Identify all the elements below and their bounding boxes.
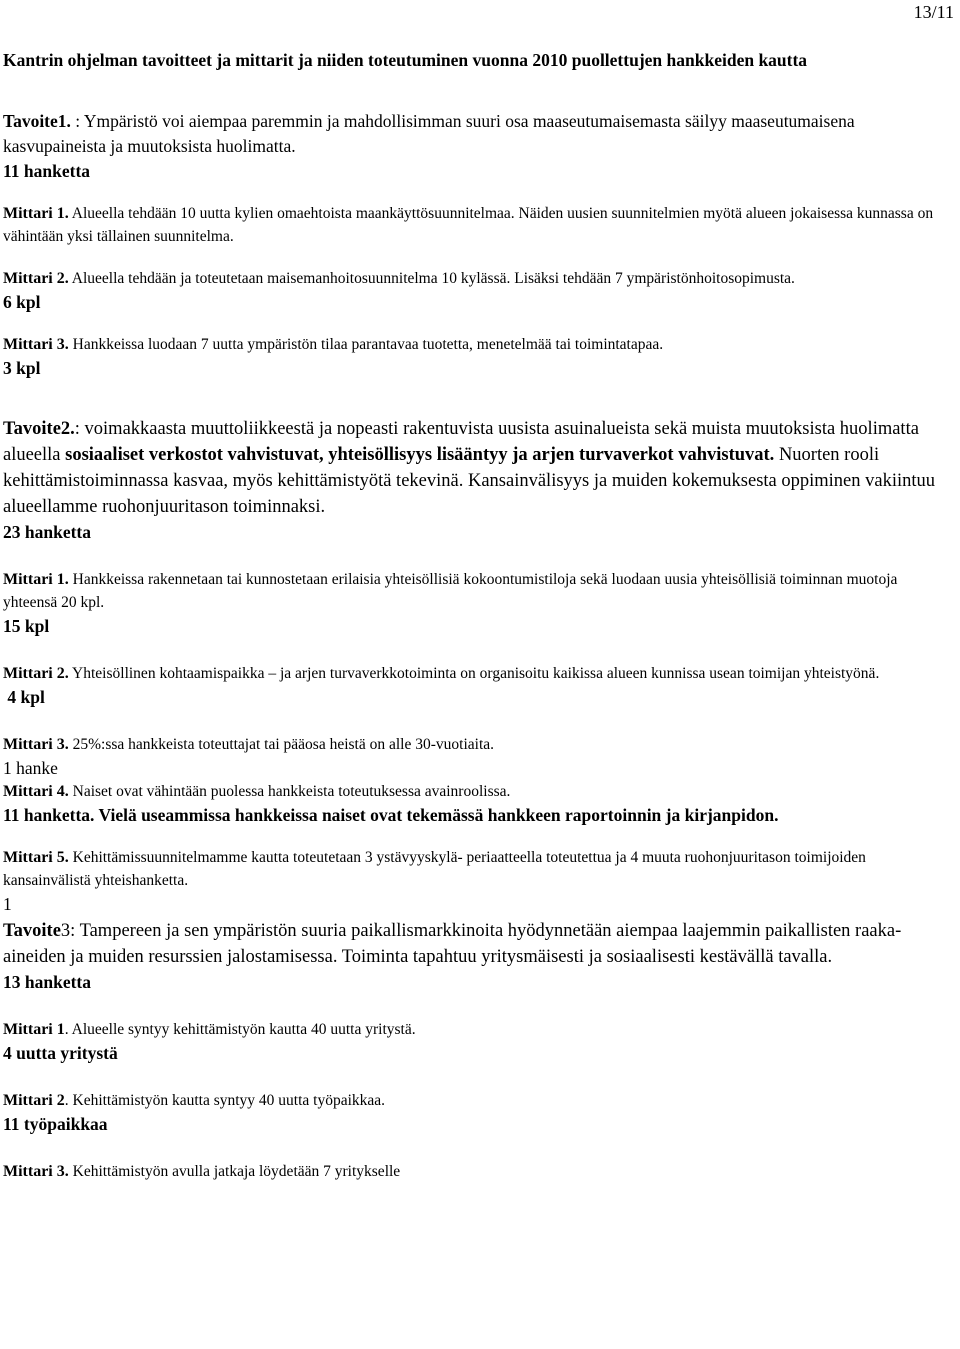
indicator-text: Hankkeissa rakennetaan tai kunnostetaan erilaisia yhteisöllisiä kokoontumistiloja sekä luodaan uusia yhteisöllisiä toiminnan muotoja yhteensä 20 kpl.	[3, 571, 898, 611]
indicator-text: Yhteisöllinen kohtaamispaikka – ja arjen turvaverkkotoiminta on organisoitu kaikissa alueen kunnissa usean toimijan yhteistyönä.	[68, 665, 880, 682]
goal-3	[3, 918, 955, 970]
indicator-label: Mittari 5.	[3, 849, 69, 866]
goal-label: Tavoite1.	[3, 111, 71, 131]
goal-text: Nuorten rooli kehittämistoiminnassa kasvaa, myös kehittämistyötä tekevinä. Kansainvälisyys ja muiden kokemuksesta oppiminen vakiintuu alueellamme ruohonjuuritason toiminnaksi.	[3, 445, 936, 517]
indicator-text: Naiset ovat vähintään puolessa hankkeista toteutuksessa avainroolissa.	[68, 783, 511, 800]
indicator-label: Mittari 3.	[3, 736, 69, 753]
indicator-label: Mittari 3.	[3, 1163, 69, 1180]
goal-result: 23 hanketta	[3, 522, 91, 542]
indicator-result: 15 kpl	[3, 616, 50, 636]
indicator-result: 4 uutta yritystä	[3, 1043, 118, 1063]
page-number: 13/11	[913, 2, 954, 22]
indicator-label: Mittari 4.	[3, 783, 69, 800]
indicator-label: Mittari 2.	[3, 270, 69, 287]
goal-result: 13 hanketta	[3, 972, 91, 992]
indicator-text: . Alueelle syntyy kehittämistyön kautta 40 uutta yritystä.	[64, 1021, 416, 1038]
indicator-label: Mittari 1.	[3, 205, 69, 222]
indicator	[3, 733, 955, 756]
indicator	[3, 662, 955, 685]
indicator	[3, 267, 955, 290]
goal-text-emphasis: sosiaaliset verkostot vahvistuvat, yhteisöllisyys lisääntyy ja arjen turvaverkot vahvistuvat.	[65, 445, 775, 465]
indicator-text: Hankkeissa luodaan 7 uutta ympäristön tilaa parantavaa tuotetta, menetelmää tai toimintatapaa.	[68, 336, 664, 353]
indicator	[3, 568, 955, 614]
indicator-result: 6 kpl	[3, 292, 41, 312]
goal-result: 11 hanketta	[3, 161, 91, 181]
indicator-label: Mittari 1.	[3, 571, 69, 588]
goal-label: Tavoite2.	[3, 419, 75, 439]
indicator	[3, 1089, 955, 1112]
indicator-text: . Kehittämistyön kautta syntyy 40 uutta työpaikkaa.	[64, 1092, 386, 1109]
goal-text: 3: Tampereen ja sen ympäristön suuria paikallismarkkinoita hyödynnetään aiempaa laajemmin paikallisten raaka-aineiden ja muiden resurssien jalostamisessa. Toiminta tapahtuu yritysmäisesti ja sosiaalisesti kestävällä tavalla.	[3, 921, 902, 967]
indicator-text: Kehittämissuunnitelmamme kautta toteutetaan 3 ystävyyskylä- periaatteella toteutettua ja 4 muuta ruohonjuuritason toimijoiden kansainvälistä yhteishanketta.	[3, 849, 866, 889]
goal-label: Tavoite	[3, 921, 61, 941]
goal-text: : Ympäristö voi aiempaa paremmin ja mahdollisimman suuri osa maaseutumaisemasta säilyy maaseutumaisena kasvupaineista ja muutoksista huolimatta.	[3, 111, 855, 156]
document-body	[3, 48, 955, 1183]
indicator-text: Kehittämistyön avulla jatkaja löydetään 7 yritykselle	[68, 1163, 401, 1180]
indicator-result: 1	[3, 894, 12, 914]
indicator-text: Alueella tehdään 10 uutta kylien omaehtoista maankäyttösuunnitelmaa. Näiden uusien suunnitelmien myötä alueen jokaisessa kunnassa on vähintään yksi tällainen suunnitelma.	[3, 205, 934, 245]
indicator-result: 3 kpl	[3, 358, 41, 378]
indicator-label: Mittari 1	[3, 1021, 65, 1038]
indicator-label: Mittari 2	[3, 1092, 65, 1109]
goal-text: : voimakkaasta muuttoliikkeestä ja nopeasti rakentuvista uusista asuinalueista sekä muista muutoksista huolimatta alueella	[3, 419, 919, 465]
indicator-result: 1 hanke	[3, 758, 58, 778]
indicator-label: Mittari 2.	[3, 665, 69, 682]
indicator-result: 4 kpl	[3, 687, 45, 707]
goal-1	[3, 109, 955, 159]
indicator-result: 11 työpaikkaa	[3, 1114, 108, 1134]
indicator-result: 11 hanketta. Vielä useammissa hankkeissa naiset ovat tekemässä hankkeen raportoinnin ja kirjanpidon.	[3, 805, 779, 825]
document-title: Kantrin ohjelman tavoitteet ja mittarit ja niiden toteutuminen vuonna 2010 puollettujen hankkeiden kautta	[3, 50, 808, 70]
indicator	[3, 780, 955, 803]
indicator	[3, 202, 955, 248]
indicator-text: 25%:ssa hankkeista toteuttajat tai pääosa heistä on alle 30-vuotiaita.	[68, 736, 495, 753]
indicator	[3, 1018, 955, 1041]
indicator-label: Mittari 3.	[3, 336, 69, 353]
indicator	[3, 333, 955, 356]
indicator-text: Alueella tehdään ja toteutetaan maisemanhoitosuunnitelma 10 kylässä. Lisäksi tehdään 7 ympäristönhoitosopimusta.	[68, 270, 795, 287]
goal-2	[3, 416, 955, 520]
indicator	[3, 846, 955, 892]
indicator	[3, 1160, 955, 1183]
